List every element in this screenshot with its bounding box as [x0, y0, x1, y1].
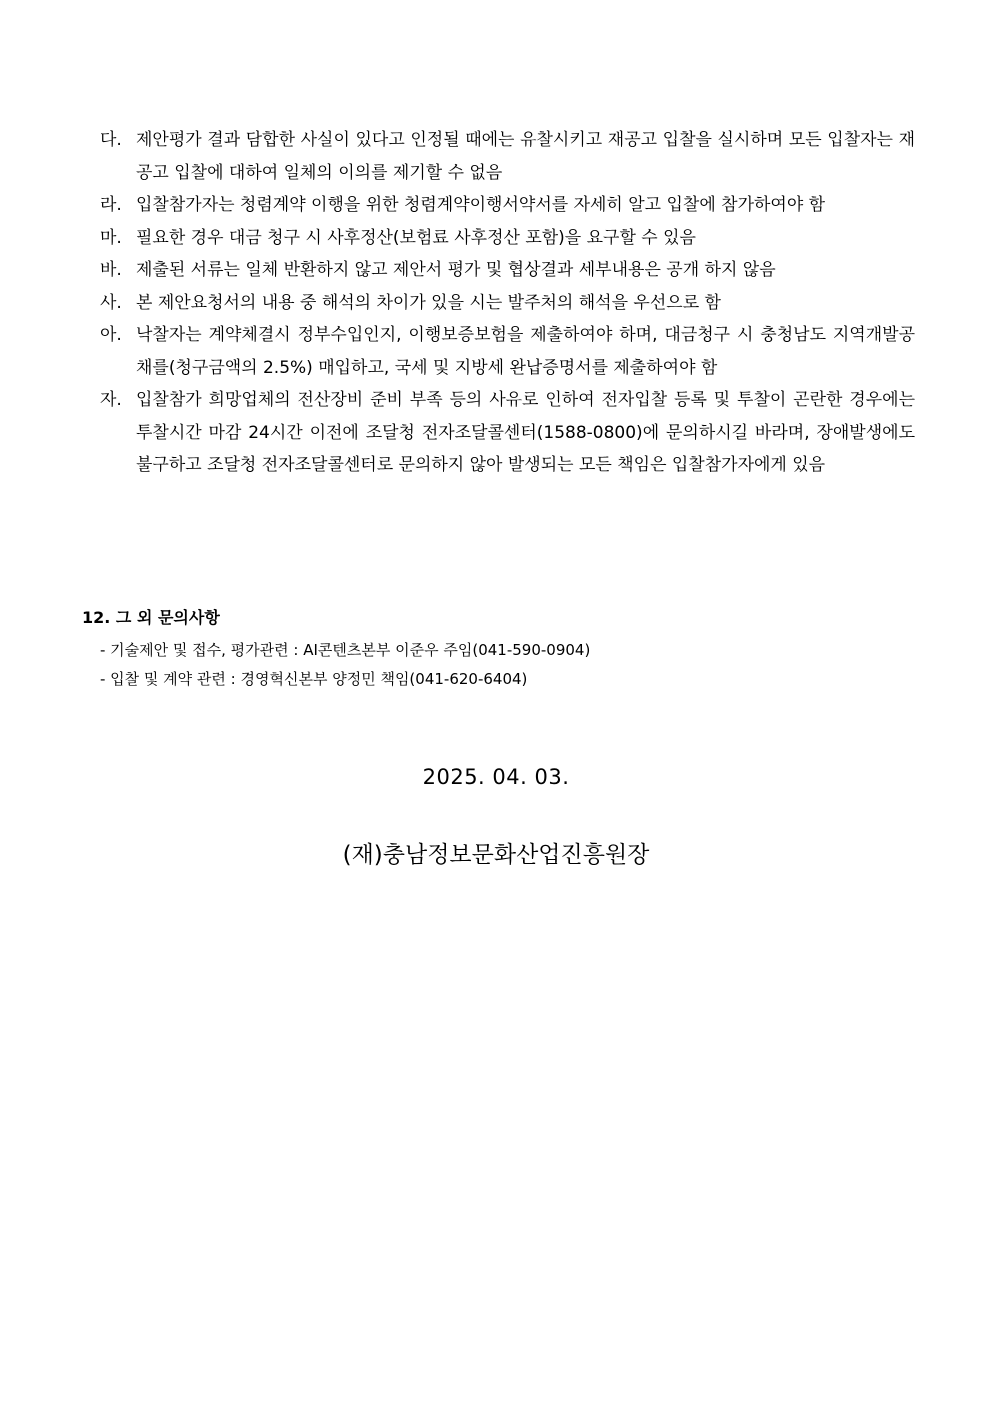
issuer-signature: (재)충남정보문화산업진흥원장	[342, 842, 650, 868]
notice-item-ba	[100, 254, 915, 287]
notice-item-sa	[100, 287, 915, 320]
contact-line-tech-proposal: - 기술제안 및 접수, 평가관련 : AI콘텐츠본부 이준우 주임(041-590-0904)	[100, 641, 591, 659]
notice-item-ma	[100, 222, 915, 255]
notice-item-a	[100, 319, 915, 384]
item-text: 필요한 경우 대금 청구 시 사후정산(보험료 사후정산 포함)을 요구할 수 있음	[136, 227, 696, 248]
notice-item-ra	[100, 189, 915, 222]
item-marker: 다.	[100, 130, 122, 150]
notice-item-da	[100, 124, 915, 189]
item-text: 낙찰자는 계약체결시 정부수입인지, 이행보증보험을 제출하여야 하며, 대금청구 시 충청남도 지역개발공채를(청구금액의 2.5%) 매입하고, 국세 및 지방세 완납증명서를 제출하여야 함	[136, 325, 915, 378]
item-marker: 라.	[100, 195, 122, 215]
item-text: 본 제안요청서의 내용 중 해석의 차이가 있을 시는 발주처의 해석을 우선으로 함	[136, 292, 721, 313]
item-text: 입찰참가자는 청렴계약 이행을 위한 청렴계약이행서약서를 자세히 알고 입찰에 참가하여야 함	[136, 195, 826, 215]
item-text: 입찰참가 희망업체의 전산장비 준비 부족 등의 사유로 인하여 전자입찰 등록 및 투찰이 곤란한 경우에는 투찰시간 마감 24시간 이전에 조달청 전자조달콜센터(1588-0800)에 문의하시길 바라며, 장애발생에도 불구하고 조달청 전자조달콜센터로 문의하지 않아 발생되는 모든 책임은 입찰참가자에게 있음	[136, 390, 915, 475]
item-marker: 아.	[100, 325, 122, 345]
notice-item-ja	[100, 384, 915, 482]
item-marker: 사.	[100, 292, 122, 313]
item-marker: 자.	[100, 390, 122, 410]
section-title-inquiries: 12. 그 외 문의사항	[82, 608, 220, 627]
contact-line-contract: - 입찰 및 계약 관련 : 경영혁신본부 양정민 책임(041-620-6404)	[100, 670, 528, 688]
item-marker: 바.	[100, 260, 122, 280]
document-date: 2025. 04. 03.	[422, 765, 570, 789]
item-marker: 마.	[100, 227, 122, 248]
item-text: 제출된 서류는 일체 반환하지 않고 제안서 평가 및 협상결과 세부내용은 공개 하지 않음	[136, 260, 776, 280]
item-text: 제안평가 결과 담합한 사실이 있다고 인정될 때에는 유찰시키고 재공고 입찰을 실시하며 모든 입찰자는 재공고 입찰에 대하여 일체의 이의를 제기할 수 없음	[136, 130, 915, 183]
notice-items	[100, 124, 915, 482]
